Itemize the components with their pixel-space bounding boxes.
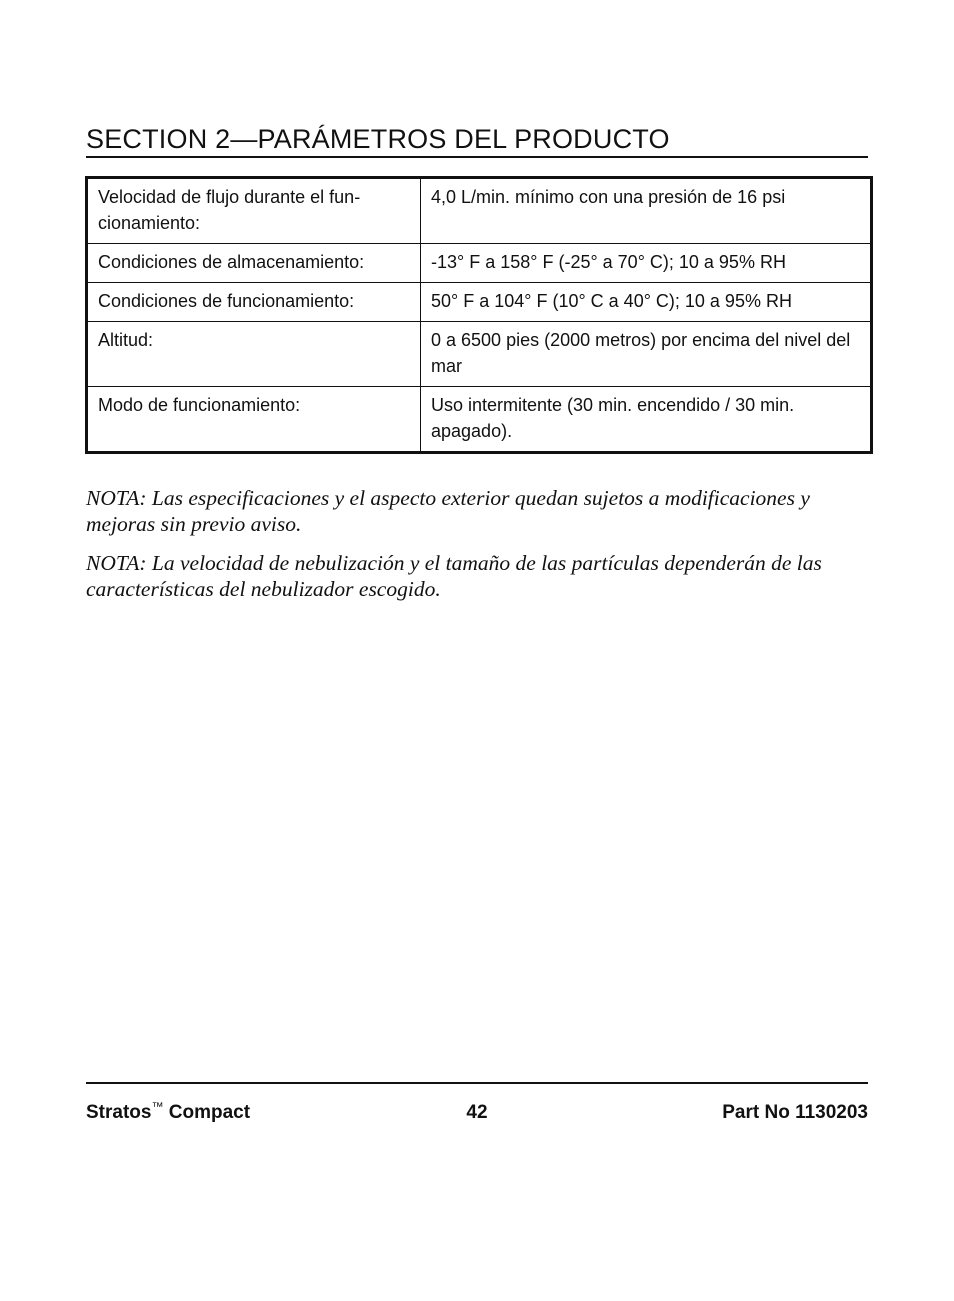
- product-parameters-table: [85, 176, 873, 454]
- footer-page-number: 42: [466, 1102, 488, 1123]
- page-footer: [86, 1100, 868, 1126]
- spec-value: 50° F a 104° F (10° C a 40° C); 10 a 95% RH: [421, 283, 872, 322]
- footer-product-name: Stratos™ Compact: [86, 1099, 251, 1123]
- note-specifications: NOTA: Las especificaciones y el aspecto exterior quedan sujetos a modificaciones y mejoras sin previo aviso.: [86, 486, 810, 536]
- footer-part-number: Part No 1130203: [722, 1102, 868, 1123]
- table-row: [87, 322, 872, 387]
- spec-label: Condiciones de almacenamiento:: [87, 244, 421, 283]
- spec-label: Modo de funcionamiento:: [87, 387, 421, 453]
- spec-label: Velocidad de flujo durante el fun- cionamiento:: [87, 178, 421, 244]
- spec-value: Uso intermitente (30 min. encendido / 30 min. apagado).: [421, 387, 872, 453]
- spec-value: -13° F a 158° F (-25° a 70° C); 10 a 95% RH: [421, 244, 872, 283]
- note-nebulization: NOTA: La velocidad de nebulización y el tamaño de las partículas dependerán de las características del nebulizador escogido.: [86, 551, 822, 601]
- spec-label: Altitud:: [87, 322, 421, 387]
- table-row: [87, 387, 872, 453]
- spec-value: 0 a 6500 pies (2000 metros) por encima del nivel del mar: [421, 322, 872, 387]
- spec-value: 4,0 L/min. mínimo con una presión de 16 psi: [421, 178, 872, 244]
- section-heading: SECTION 2—PARÁMETROS DEL PRODUCTO: [86, 122, 868, 158]
- footer-divider: [86, 1082, 868, 1084]
- table-row: [87, 283, 872, 322]
- table-row: [87, 244, 872, 283]
- table-row: [87, 178, 872, 244]
- spec-label: Condiciones de funcionamiento:: [87, 283, 421, 322]
